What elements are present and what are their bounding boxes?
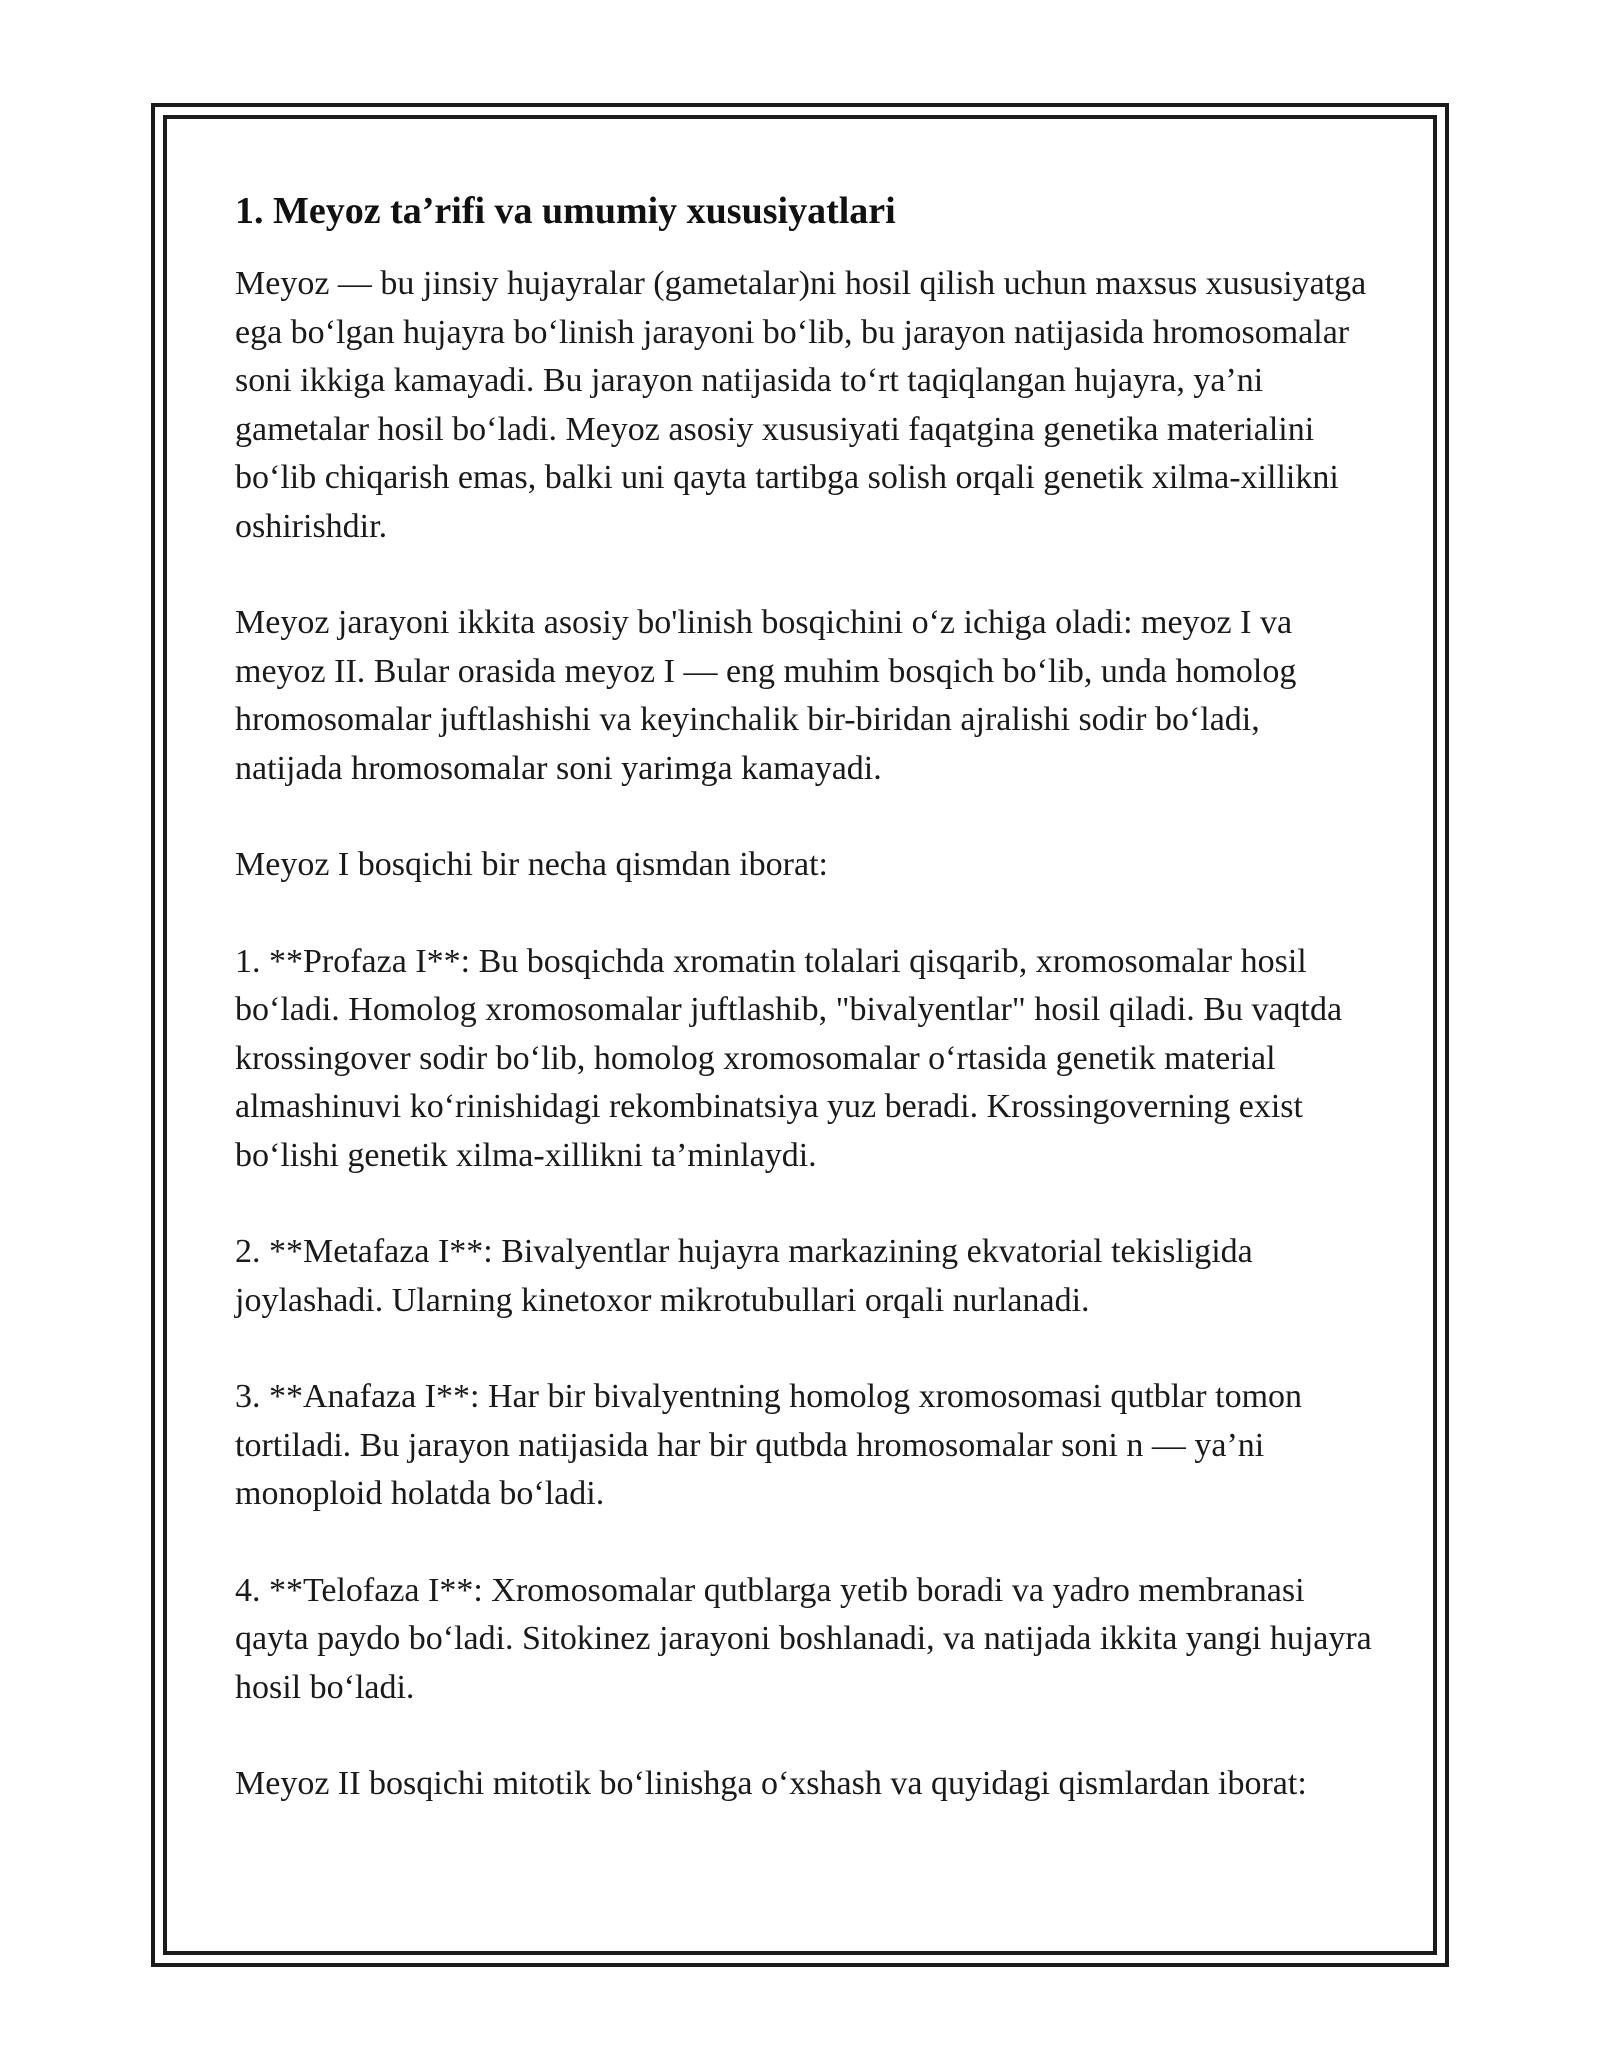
paragraph-meiosis-1-intro: Meyoz I bosqichi bir necha qismdan iborat:: [235, 846, 828, 883]
paragraph-telophase-1: 4. **Telofaza I**: Xromosomalar qutblarga yetib boradi va yadro membranasi qayta paydo boʻladi. Sitokinez jarayoni boshlanadi, va natijada ikkita yangi hujayra hosil boʻladi.: [235, 1571, 1372, 1706]
paragraph-definition: Meyoz — bu jinsiy hujayralar (gametalar)ni hosil qilish uchun maxsus xususiyatga ega boʻlgan hujayra boʻlinish jarayoni boʻlib, bu jarayon natijasida hromosomalar soni ikkiga kamayadi. Bu jarayon natijasida toʻrt taqiqlangan hujayra, ya’ni gametalar hosil boʻladi. Meyoz asosiy xususiyati faqatgina genetika materialini boʻlib chiqarish emas, balki uni qayta tartibga solish orqali genetik xilma-xillikni oshirishdir.: [235, 265, 1367, 545]
document-body: [235, 186, 1375, 1809]
paragraph-metaphase-1: 2. **Metafaza I**: Bivalyentlar hujayra markazining ekvatorial tekisligida joylashadi. Ularning kinetoxor mikrotubullari orqali nurlanadi.: [235, 1233, 1253, 1319]
paragraph-stages-overview: Meyoz jarayoni ikkita asosiy bo'linish bosqichini oʻz ichiga oladi: meyoz I va meyoz II. Bular orasida meyoz I — eng muhim bosqich boʻlib, unda homolog hromosomalar juftlashishi va keyinchalik bir-biridan ajralishi sodir boʻladi, natijada hromosomalar soni yarimga kamayadi.: [235, 604, 1297, 787]
paragraph-meiosis-2-intro: Meyoz II bosqichi mitotik boʻlinishga oʻxshash va quyidagi qismlardan iborat:: [235, 1765, 1307, 1802]
section-heading: 1. Meyoz ta’rifi va umumiy xususiyatlari: [235, 190, 896, 232]
paragraph-anaphase-1: 3. **Anafaza I**: Har bir bivalyentning homolog xromosomasi qutblar tomon tortiladi. Bu jarayon natijasida har bir qutbda hromosomalar soni n — ya’ni monoploid holatda boʻladi.: [235, 1378, 1303, 1512]
paragraph-prophase-1: 1. **Profaza I**: Bu bosqichda xromatin tolalari qisqarib, xromosomalar hosil boʻladi. Homolog xromosomalar juftlashib, "bivalyentlar" hosil qiladi. Bu vaqtda krossingover sodir boʻlib, homolog xromosomalar oʻrtasida genetik material almashinuvi koʻrinishidagi rekombinatsiya yuz beradi. Krossingoverning exist boʻlishi genetik xilma-xillikni ta’minlaydi.: [235, 942, 1343, 1174]
